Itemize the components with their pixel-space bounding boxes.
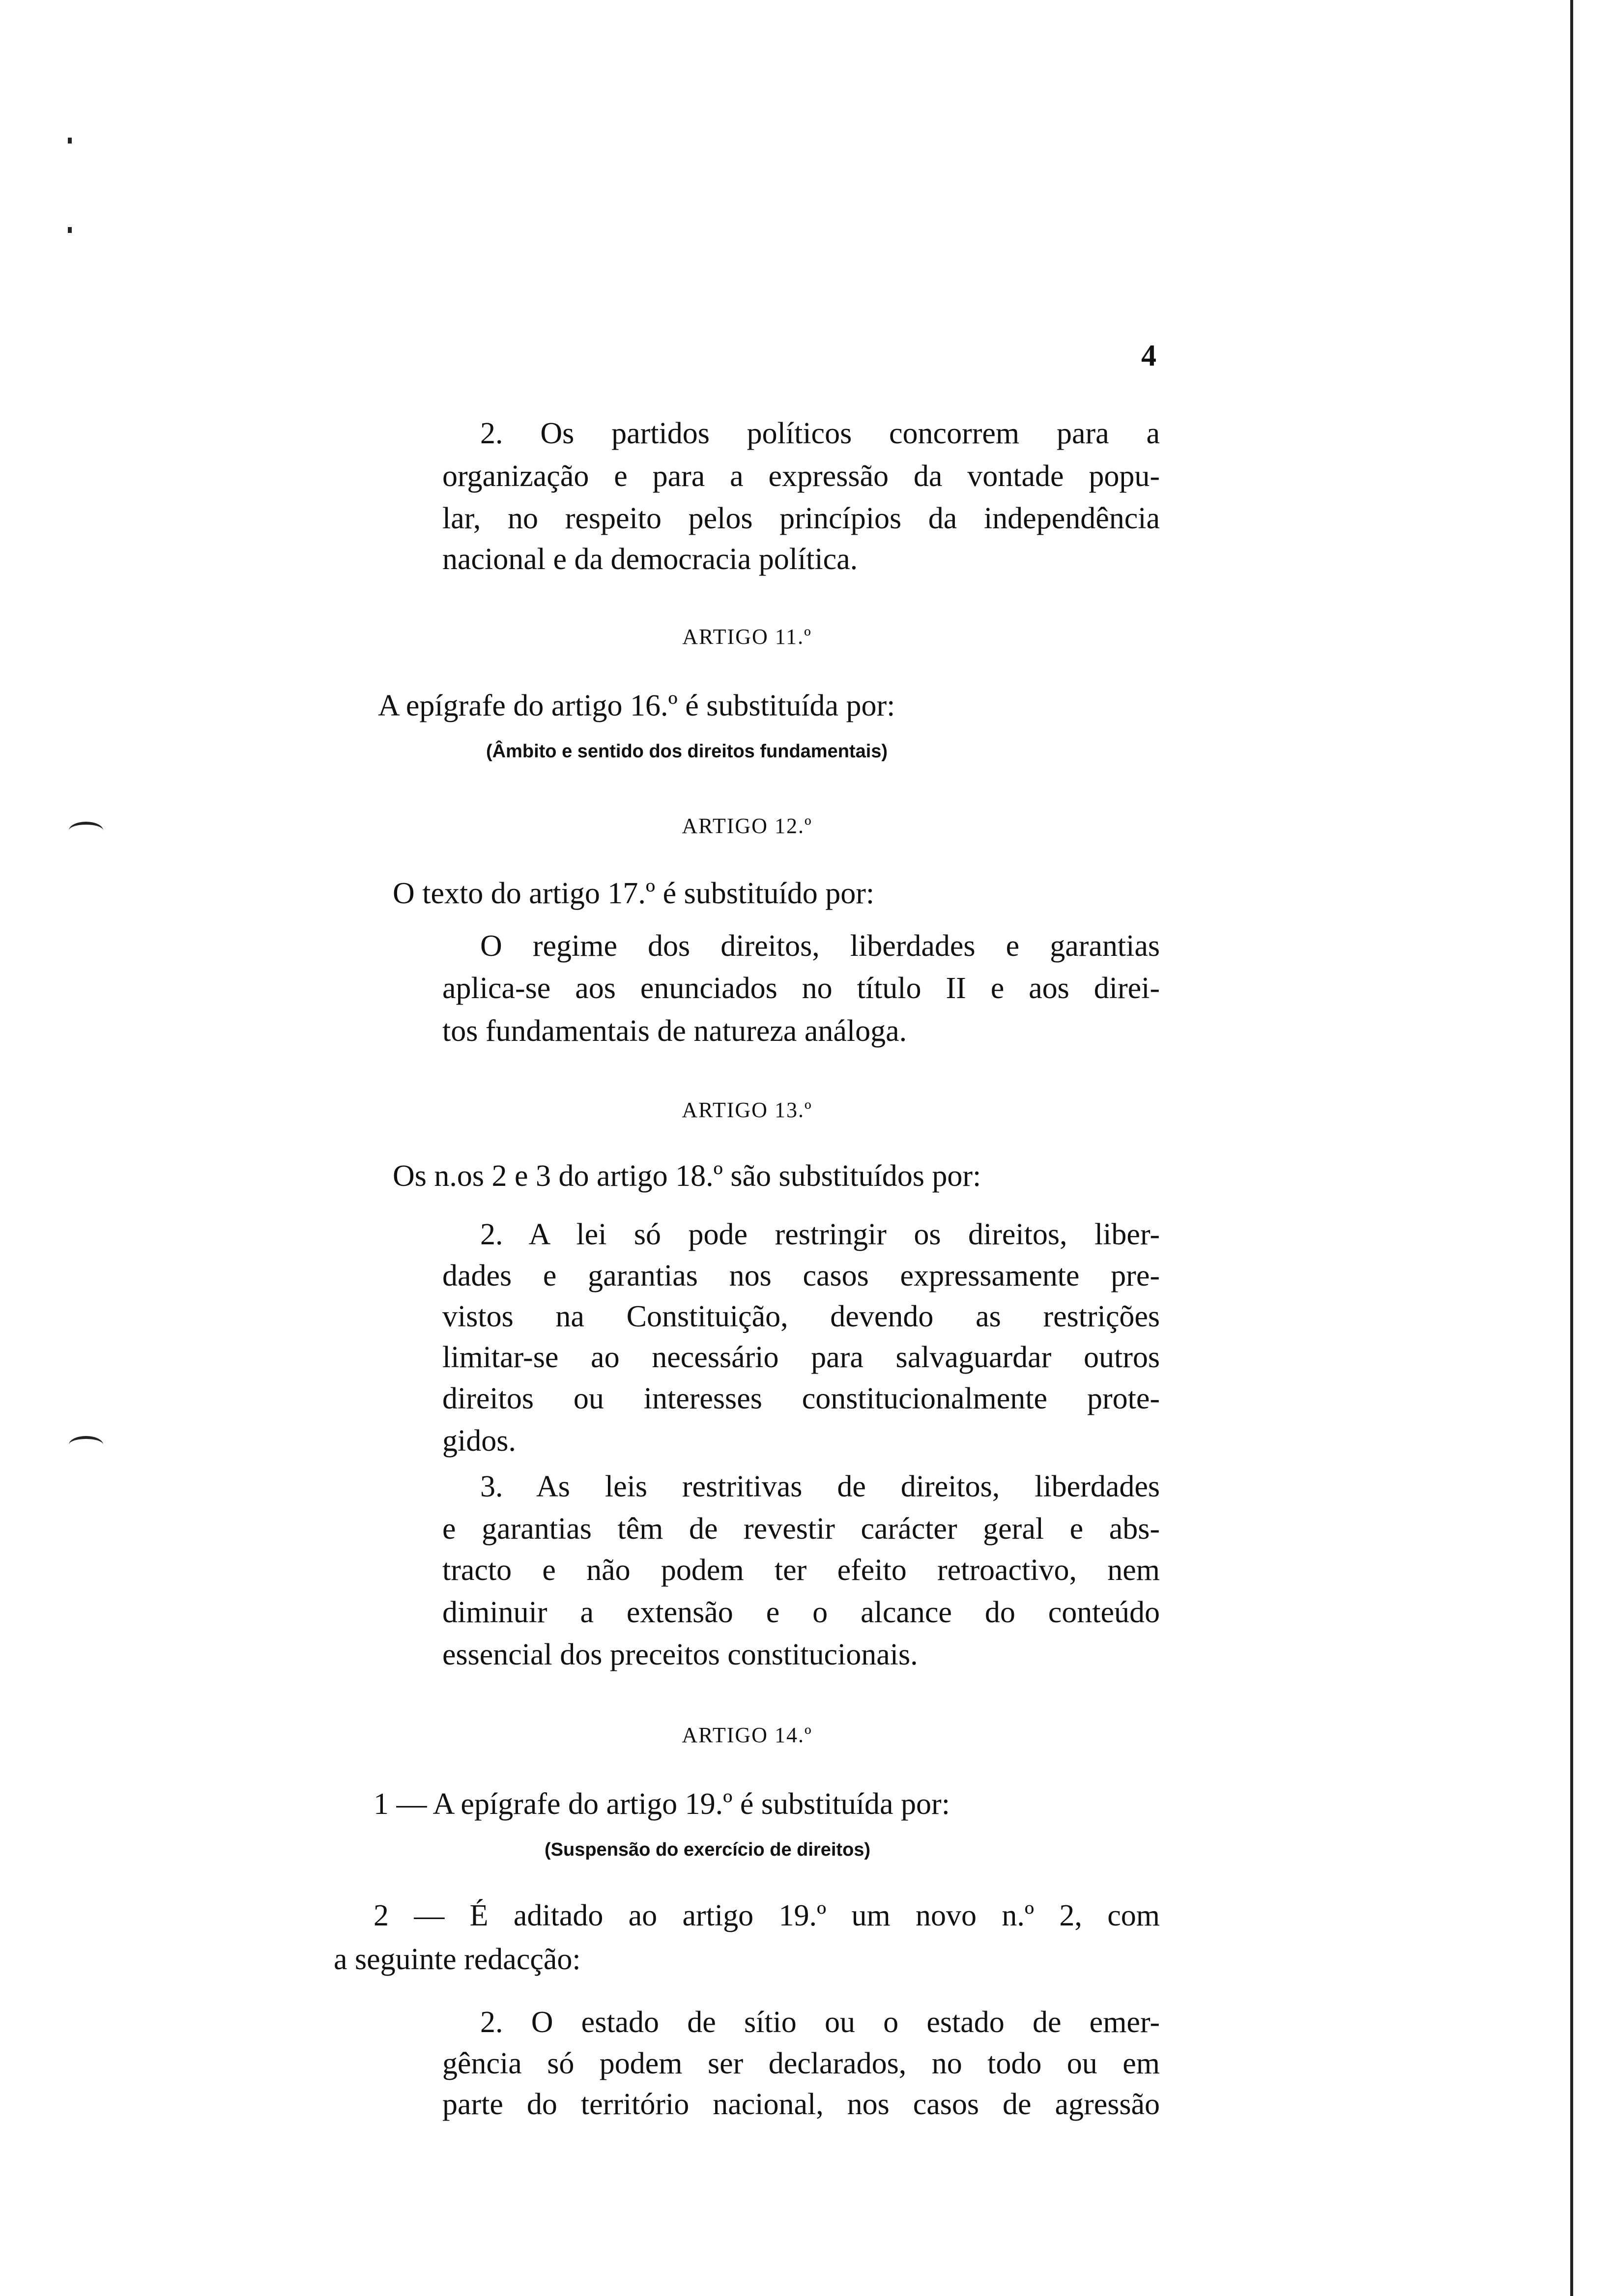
paragraph-line: tos fundamentais de natureza análoga.: [442, 1014, 907, 1048]
paragraph-line: parte do território nacional, nos casos de agressão: [442, 2088, 1160, 2121]
scan-mark: [69, 822, 103, 839]
article-intro: A epígrafe do artigo 16.º é substituída por:: [378, 689, 895, 722]
epigraph: (Suspensão do exercício de direitos): [545, 1839, 871, 1860]
paragraph-line: direitos ou interesses constitucionalmente prote-: [442, 1382, 1160, 1415]
scan-mark: [68, 138, 72, 144]
paragraph-line: tracto e não podem ter efeito retroactivo, nem: [442, 1553, 1160, 1587]
paragraph-line: diminuir a extensão e o alcance do conteúdo: [442, 1596, 1160, 1629]
paragraph-line: e garantias têm de revestir carácter geral e abs-: [442, 1512, 1160, 1546]
scan-mark: [69, 1436, 103, 1454]
article-heading: ARTIGO 12.º: [682, 814, 812, 838]
article-intro: Os n.os 2 e 3 do artigo 18.º são substituídos por:: [393, 1159, 981, 1193]
article-item: 2 — É aditado ao artigo 19.º um novo n.º 2, com: [374, 1899, 1160, 1932]
article-heading: ARTIGO 11.º: [682, 625, 812, 649]
paragraph-line: 2. Os partidos políticos concorrem para a: [480, 417, 1160, 450]
article-item: a seguinte redacção:: [334, 1943, 581, 1976]
paragraph-line: lar, no respeito pelos princípios da independência: [442, 502, 1160, 535]
paragraph-line: essencial dos preceitos constitucionais.: [442, 1638, 918, 1671]
paragraph-line: 2. A lei só pode restringir os direitos, liber-: [480, 1218, 1160, 1251]
paragraph-line: gência só podem ser declarados, no todo ou em: [442, 2047, 1160, 2080]
scan-mark: [68, 227, 72, 233]
paragraph-line: O regime dos direitos, liberdades e garantias: [480, 929, 1160, 963]
epigraph: (Âmbito e sentido dos direitos fundamentais): [486, 741, 888, 762]
paragraph-line: 3. As leis restritivas de direitos, liberdades: [480, 1470, 1160, 1503]
paragraph-line: limitar-se ao necessário para salvaguardar outros: [442, 1341, 1160, 1374]
page-edge-line: [1570, 0, 1573, 2296]
paragraph-line: nacional e da democracia política.: [442, 543, 858, 576]
article-item: 1 — A epígrafe do artigo 19.º é substituída por:: [374, 1787, 950, 1821]
article-heading: ARTIGO 14.º: [682, 1723, 812, 1747]
paragraph-line: gidos.: [442, 1424, 516, 1458]
page-number: 4: [1141, 339, 1156, 373]
paragraph-line: aplica-se aos enunciados no título II e aos direi-: [442, 972, 1160, 1005]
paragraph-line: organização e para a expressão da vontade popu-: [442, 459, 1160, 493]
article-heading: ARTIGO 13.º: [682, 1098, 812, 1122]
paragraph-line: vistos na Constituição, devendo as restrições: [442, 1300, 1160, 1333]
article-intro: O texto do artigo 17.º é substituído por:: [393, 877, 875, 910]
paragraph-line: dades e garantias nos casos expressamente pre-: [442, 1259, 1160, 1292]
paragraph-line: 2. O estado de sítio ou o estado de emer-: [480, 2006, 1160, 2039]
